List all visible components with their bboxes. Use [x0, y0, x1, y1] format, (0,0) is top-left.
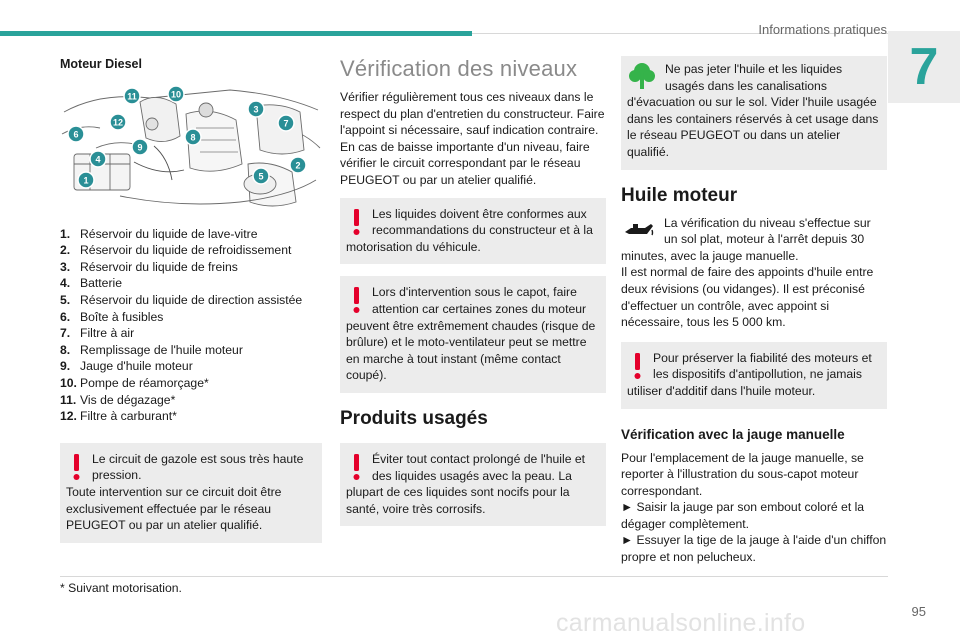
- marker-1: 1: [83, 175, 89, 186]
- gauge-step: ► Essuyer la tige de la jauge à l'aide d'un chiffon propre et non pelucheux.: [621, 533, 887, 565]
- page-header-title: Informations pratiques: [758, 22, 887, 37]
- legend-item: 12. Filtre à carburant*: [60, 409, 177, 424]
- warning-box-fluids: Les liquides doivent être conformes aux recommandations du constructeur et à la motorisation du véhicule.: [340, 198, 606, 265]
- engine-legend: [60, 226, 322, 425]
- warning-body: Toute intervention sur ce circuit doit être exclusivement effectuée par le réseau PEUGEOT ou par un atelier qualifié.: [66, 484, 282, 533]
- section-title-engine-oil: Huile moteur: [621, 184, 738, 206]
- legend-item: 8. Remplissage de l'huile moteur: [60, 342, 243, 357]
- marker-10: 10: [170, 89, 182, 100]
- marker-12: 12: [112, 117, 124, 128]
- oil-can-icon: [621, 216, 655, 246]
- engine-bay-diagram: [60, 84, 322, 214]
- legend-item: 4. Batterie: [60, 276, 123, 291]
- column-left: [60, 56, 322, 543]
- marker-9: 9: [137, 142, 143, 153]
- watermark: carmanualsonline.info: [556, 609, 806, 637]
- marker-2: 2: [295, 160, 301, 171]
- legend-item: 5. Réservoir du liquide de direction assistée: [60, 292, 303, 307]
- warning-box-diesel: [60, 443, 322, 543]
- eco-box: Ne pas jeter l'huile et les liquides usagés dans les canalisations d'évacuation ou sur le sol. Vider l'huile usagée dans les containers réservés à cet usage dans le réseau PEUGEOT ou dans un atelier qualifié.: [621, 56, 887, 170]
- section-title-levels: Vérification des niveaux: [340, 56, 578, 81]
- oil-level-block: La vérification du niveau s'effectue sur un sol plat, moteur à l'arrêt depuis 30 minutes, avec la jauge manuelle. Il est normal de faire des appoints d'huile entre deux révisions (ou vidanges). Il est préconisé d'effectuer un contrôle, avec appoint si nécessaire, tous les 5 000 km.: [621, 215, 874, 330]
- marker-8: 8: [190, 132, 196, 143]
- section-title-used-products: Produits usagés: [340, 407, 488, 429]
- footer-rule: [60, 576, 888, 577]
- chapter-badge: 7: [888, 31, 960, 103]
- marker-5: 5: [258, 171, 264, 182]
- legend-item: 7. Filtre à air: [60, 326, 135, 341]
- gauge-paragraph: Pour l'emplacement de la jauge manuelle, se reporter à l'illustration du sous-capot moteur correspondant.: [621, 450, 864, 498]
- footnote: * Suivant motorisation.: [60, 581, 182, 595]
- gauge-step: ► Saisir la jauge par son embout coloré et la dégager complètement.: [621, 500, 865, 531]
- legend-item: 3. Réservoir du liquide de freins: [60, 259, 238, 274]
- warning-icon: [346, 452, 368, 482]
- engine-subtitle: Moteur Diesel: [60, 57, 142, 71]
- marker-7: 7: [283, 118, 289, 129]
- warning-box-hood: Lors d'intervention sous le capot, faire attention car certaines zones du moteur peuvent être extrêmement chaudes (risque de brûlure) et le moto-ventilateur peut se mettre en marche à tout instant (même contact coupé).: [340, 276, 606, 393]
- legend-item: 2. Réservoir du liquide de refroidissement: [60, 243, 292, 258]
- tree-icon: [627, 61, 657, 91]
- marker-11: 11: [127, 91, 137, 102]
- marker-4: 4: [95, 154, 101, 165]
- warning-icon: [627, 351, 649, 381]
- warning-icon: [346, 285, 368, 315]
- warning-icon: [66, 452, 88, 482]
- legend-item: 6. Boîte à fusibles: [60, 309, 164, 324]
- marker-6: 6: [73, 129, 79, 140]
- warning-box-additive: Pour préserver la fiabilité des moteurs et les dispositifs d'antipollution, ne jamais utiliser d'additif dans l'huile moteur.: [621, 342, 887, 409]
- header-accent-bar: [0, 31, 472, 36]
- legend-item: 11. Vis de dégazage*: [60, 392, 176, 407]
- page-number: 95: [911, 604, 926, 619]
- legend-item: 1. Réservoir du liquide de lave-vitre: [60, 226, 258, 241]
- warning-lead: Le circuit de gazole est sous très haute pression.: [92, 451, 304, 483]
- column-right: [621, 56, 887, 566]
- legend-item: 10. Pompe de réamorçage*: [60, 375, 209, 390]
- marker-3: 3: [253, 104, 259, 115]
- subsection-title-gauge: Vérification avec la jauge manuelle: [621, 426, 845, 442]
- warning-box-skin: Éviter tout contact prolongé de l'huile et des liquides usagés avec la peau. La plupart de ces liquides sont nocifs pour la santé, voire très corrosifs.: [340, 443, 606, 526]
- legend-item: 9. Jauge d'huile moteur: [60, 359, 193, 374]
- warning-icon: [346, 207, 368, 237]
- column-middle: [340, 56, 606, 526]
- levels-intro: Vérifier régulièrement tous ces niveaux dans le respect du plan d'entretien du constructeur. Faire l'appoint si nécessaire, sauf indication contraire. En cas de baisse importante d'un niveau, faire vérifier le circuit correspondant par le réseau PEUGEOT ou par un atelier qualifié.: [340, 90, 605, 187]
